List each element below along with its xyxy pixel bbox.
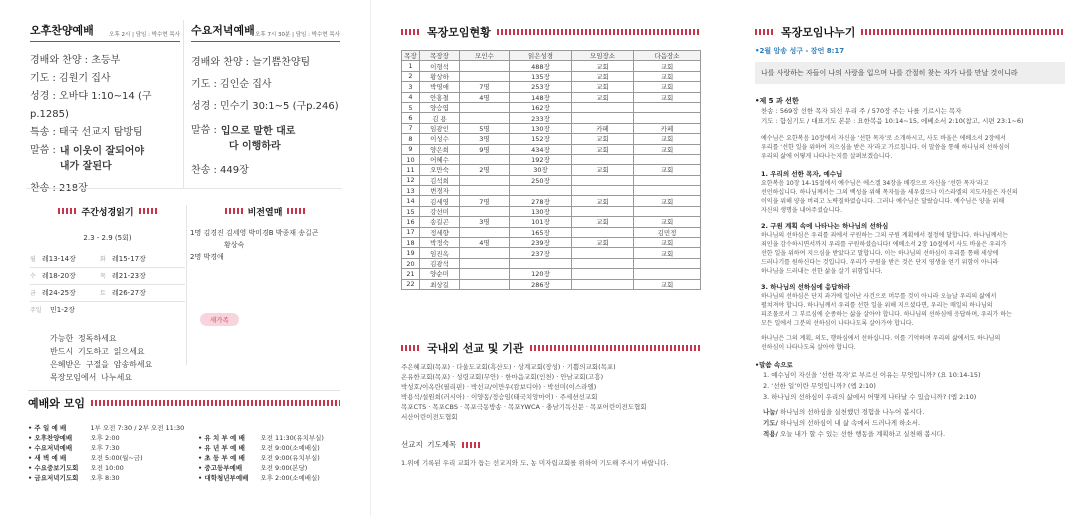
- mission-list: 주은혜교회(목포) · 다울도교회(흑산도) · 상계교회(장성) · 기쁨의교회(목포) 온유한교회(목포) · 성령교회(무안) · 한마음교회(인천) · 안남교회(고흥) 박성호/이옥란(필리핀) · 박선교/이만우(캄보디아) · 박선미(이스라엘) 박용석/설원희(러시아) · 이양동/정승임(태국치앙마이) · 주세션선교회 목포CTS · 목포CBS · 목포극동방송 · 목포YWCA · 충남기독신문 · 목포어린이전도협회 서산어린이전도협회: [401, 363, 647, 421]
- table-cell: [460, 279, 510, 289]
- panel-right: [725, 0, 1091, 516]
- worship-item: • 주 일 예 배 1부 오전 7:30 / 2부 오전 11:30: [28, 424, 185, 432]
- wednesday-line: 경배와 찬양 : 늘기쁨찬양팀: [191, 57, 311, 68]
- mission-title: 국내외 선교 및 기관: [427, 342, 524, 355]
- table-cell: 101장: [510, 217, 572, 227]
- table-cell: [572, 102, 634, 112]
- table-header: 목장: [402, 51, 420, 61]
- table-cell: 임진옥: [420, 248, 460, 258]
- table-cell: 교회: [572, 134, 634, 144]
- table-cell: 안홍철: [420, 92, 460, 102]
- afternoon-service: [30, 22, 180, 198]
- table-cell: 120장: [510, 269, 572, 279]
- table-cell: 박정숙: [420, 238, 460, 248]
- table-row: [402, 134, 701, 144]
- table-cell: [460, 258, 510, 268]
- worship-item: • 초 등 부 예 배 오전 9:00(유치부실): [198, 454, 320, 462]
- lesson-line: 기도 : 함심기도 / 대표기도 본문 : 요한복음 10:14~15, 에베소서 2:10(참고, 시편 23:1~6): [761, 117, 1024, 125]
- table-cell: 488장: [510, 61, 572, 71]
- table-cell: 1: [402, 61, 420, 71]
- table-cell: [634, 186, 701, 196]
- verse-label: •2월 암송 성구 - 잠언 8:17: [755, 47, 845, 55]
- table-cell: 교회: [634, 82, 701, 92]
- table-cell: [460, 186, 510, 196]
- worship-item: • 새 벽 예 배 오전 5:00(월~금): [28, 454, 143, 462]
- vision-title: 비전열매: [247, 208, 283, 218]
- table-cell: 434장: [510, 144, 572, 154]
- table-cell: 황상하: [420, 71, 460, 81]
- table-cell: [572, 175, 634, 185]
- table-cell: [460, 113, 510, 123]
- table-cell: [634, 175, 701, 185]
- table-cell: 2명: [460, 165, 510, 175]
- panel-left: [0, 0, 360, 516]
- wednesday-sermon: 다 이행하라: [228, 141, 281, 152]
- table-cell: 2: [402, 71, 420, 81]
- table-cell: 18: [402, 238, 420, 248]
- table-cell: 22: [402, 279, 420, 289]
- table-cell: 김석희: [420, 175, 460, 185]
- table-cell: 양승엽: [420, 102, 460, 112]
- table-cell: 16: [402, 217, 420, 227]
- worship-item: • 유 년 부 예 배 오전 9:00(소예배실): [198, 444, 320, 452]
- table-cell: 7명: [460, 196, 510, 206]
- table-row: [402, 82, 701, 92]
- table-row: [402, 269, 701, 279]
- lesson-line: 찬송 : 569장 선한 목자 되신 우리 주 / 570장 주는 나를 기르시는 목자: [761, 107, 962, 115]
- table-cell: [634, 206, 701, 216]
- table-cell: 김세영: [420, 196, 460, 206]
- worship-title: 예배와 모임: [28, 397, 85, 410]
- wednesday-sermon-label: 말씀 :: [191, 125, 217, 136]
- table-cell: 교회: [634, 196, 701, 206]
- worship-item: • 대학청년부예배 오후 2:00(소예배실): [198, 474, 320, 482]
- table-cell: [460, 61, 510, 71]
- table-cell: 233장: [510, 113, 572, 123]
- wednesday-sermon: 입으로 말한 대로: [220, 126, 296, 137]
- table-cell: 192장: [510, 154, 572, 164]
- table-row: [402, 248, 701, 258]
- wednesday-title: 수요저녁예배: [191, 24, 255, 37]
- table-cell: 7명: [460, 82, 510, 92]
- table-cell: 김 용: [420, 113, 460, 123]
- table-cell: 21: [402, 269, 420, 279]
- table-cell: 교회: [572, 196, 634, 206]
- table-cell: 253장: [510, 82, 572, 92]
- table-cell: [460, 269, 510, 279]
- table-cell: [572, 279, 634, 289]
- table-cell: [460, 227, 510, 237]
- table-cell: 9명: [460, 144, 510, 154]
- table-cell: [634, 258, 701, 268]
- section-body: 하나님의 선하심은 우리를 죄에서 구원하는 그의 구원 계획에서 절정에 달합니다. 하나님께서는 죄인을 감수하시면서까지 우리를 구원하셨습니다! 에베소서 2장 10절에서 사도 바울은 우리가 선한 일을 위하여 지으심을 받았다고 말합니다. 이는 하나님의 선하심이 우리를 통해 세상에 드러나기를 원하신다는 것입니다. 우리가 구원을 받은 것은 단지 영생을 얻기 위함이 아니라 하나님을 드러내는 선한 삶을 살기 위함입니다.: [761, 232, 1009, 275]
- worship-meetings: [28, 390, 340, 483]
- table-cell: 11: [402, 165, 420, 175]
- table-row: [402, 113, 701, 123]
- table-cell: [634, 269, 701, 279]
- table-cell: [634, 154, 701, 164]
- reading-guide: 가능한 정독하세요 반드시 기도하고 읽으세요 은혜받은 구절을 암송하세요 목장모임에서 나누세요: [50, 334, 153, 382]
- wednesday-hymn: 찬송 : 449장: [191, 165, 249, 176]
- table-cell: 12: [402, 175, 420, 185]
- questions-list: 1. 예수님이 자신을 ‘선한 목자’로 부르신 이유는 무엇입니까? (요 10:14-15) 2. ‘선한 일’이란 무엇입니까? (엡 2:10) 3. 하나님의 선하심이 우리의 삶에서 어떻게 나타날 수 있습니까? (엡 2:10): [763, 371, 981, 401]
- table-cell: 250장: [510, 175, 572, 185]
- afternoon-sermon: 내가 잘된다: [59, 161, 112, 172]
- cell-status-table: [401, 50, 701, 290]
- table-cell: 130장: [510, 123, 572, 133]
- table-cell: [572, 227, 634, 237]
- table-cell: 4명: [460, 92, 510, 102]
- table-cell: 30장: [510, 165, 572, 175]
- table-cell: [572, 113, 634, 123]
- table-header: 읽은성경: [510, 51, 572, 61]
- table-header: 목장장: [420, 51, 460, 61]
- table-cell: 교회: [634, 279, 701, 289]
- table-cell: 최상길: [420, 279, 460, 289]
- table-cell: 10: [402, 154, 420, 164]
- table-cell: 정세향: [420, 227, 460, 237]
- section-title: 1. 우리의 선한 목자, 예수님: [761, 170, 843, 178]
- table-cell: 3: [402, 82, 420, 92]
- reading-row: 수 레18-20장 목 레21-23장: [30, 268, 185, 285]
- table-cell: [572, 154, 634, 164]
- worship-item: • 수요중보기도회 오전 10:00: [28, 464, 124, 472]
- table-cell: 송길곤: [420, 217, 460, 227]
- afternoon-title: 오후찬양예배: [30, 24, 94, 37]
- table-header: 모임장소: [572, 51, 634, 61]
- table-row: [402, 144, 701, 154]
- panel-middle: [370, 0, 720, 516]
- table-cell: 17: [402, 227, 420, 237]
- table-header: 다음장소: [634, 51, 701, 61]
- vision-line: 황상숙: [224, 241, 245, 249]
- table-cell: 카페: [634, 123, 701, 133]
- reading-range: 2.3 - 2.9 (5회): [83, 234, 132, 242]
- table-cell: 교회: [572, 92, 634, 102]
- table-row: [402, 92, 701, 102]
- table-cell: 3명: [460, 134, 510, 144]
- afternoon-hymn: [30, 180, 180, 198]
- table-cell: [460, 175, 510, 185]
- worship-item: • 유 치 부 예 배 오전 11:30(유치부실): [198, 434, 324, 442]
- table-cell: 19: [402, 248, 420, 258]
- table-cell: 박영애: [420, 82, 460, 92]
- afternoon-line: 경배와 찬양 : 초등부: [30, 55, 121, 66]
- wednesday-line: 성경 : 민수기 30:1~5 (구p.246): [191, 101, 339, 112]
- worship-item: • 오후찬양예배 오후 2:00: [28, 434, 120, 442]
- wednesday-service: [185, 22, 340, 180]
- table-cell: 김민정: [634, 227, 701, 237]
- prayer-text: 1.위에 기록된 우리 교회가 돕는 선교지와 도, 농 미자립교회를 위하여 기도해 주시기 바랍니다.: [401, 459, 669, 467]
- table-cell: [572, 248, 634, 258]
- questions-title: •말씀 속으로: [755, 361, 793, 369]
- table-cell: 강선미: [420, 206, 460, 216]
- table-cell: 152장: [510, 134, 572, 144]
- table-cell: 8: [402, 134, 420, 144]
- afternoon-sermon-label: 말씀 :: [30, 145, 56, 156]
- worship-item: • 금요저녁기도회 오후 8:30: [28, 474, 120, 482]
- reading-row: 월 레13-14장 화 레15-17장: [30, 251, 185, 268]
- vision-fruit: [190, 200, 340, 326]
- memory-verse: 나를 사랑하는 자들이 나의 사랑을 입으며 나를 간절히 찾는 자가 나를 만날 것이니라: [755, 62, 1065, 84]
- table-row: [402, 217, 701, 227]
- table-row: [402, 165, 701, 175]
- afternoon-line: 성경 : 오바댜 1:10~14 (구p.1285): [30, 91, 152, 120]
- table-cell: 교회: [572, 238, 634, 248]
- table-cell: [572, 258, 634, 268]
- lesson-intro: 예수님은 요한복음 10장에서 자신을 ‘선한 목자’로 소개하시고, 사도 바울은 에베소서 2장에서 우리를 ‘선한 일을 위하여 지으심을 받은 자’라고 가르칩니다. 이 말씀을 통해 하나님의 선하심이 우리의 삶에 어떻게 나타나는지를 살펴보겠습니다.: [761, 135, 1010, 160]
- table-row: [402, 258, 701, 268]
- table-cell: 278장: [510, 196, 572, 206]
- table-row: [402, 279, 701, 289]
- table-cell: [460, 102, 510, 112]
- section-body: 요한복음 10장 14-15절에서 예수님은 에스겔 34장을 배경으로 자신을 ‘선한 목자’라고 선언하십니다. 하나님께서는 그의 백성을 위해 목자들을 세우셨으나 이스라엘의 지도자들은 자신의 이익을 위해 양을 버리고 노략질하였습니다. 그러나 예수님은 달랐습니다. 예수님은 양을 위해 자신의 생명을 내어주셨습니다.: [761, 180, 1018, 214]
- table-cell: [510, 186, 572, 196]
- prayer-title: 선교지 기도제목: [401, 440, 457, 449]
- table-cell: 9: [402, 144, 420, 154]
- table-cell: 교회: [572, 71, 634, 81]
- table-cell: [572, 269, 634, 279]
- bible-reading: [30, 200, 185, 384]
- table-cell: [572, 206, 634, 216]
- new-family-badge: 새가족: [200, 313, 239, 326]
- table-cell: 양은희: [420, 144, 460, 154]
- section-title: 3. 하나님의 선하심에 응답하라: [761, 283, 851, 291]
- table-cell: 4명: [460, 238, 510, 248]
- table-row: [402, 175, 701, 185]
- table-row: [402, 123, 701, 133]
- table-row: [402, 196, 701, 206]
- table-cell: 135장: [510, 71, 572, 81]
- wednesday-line: 기도 : 김인순 집사: [191, 79, 272, 90]
- table-cell: 15: [402, 206, 420, 216]
- table-cell: [572, 186, 634, 196]
- table-cell: 148장: [510, 92, 572, 102]
- table-row: [402, 186, 701, 196]
- table-row: [402, 206, 701, 216]
- table-row: [402, 154, 701, 164]
- table-cell: 6: [402, 113, 420, 123]
- table-cell: 카페: [572, 123, 634, 133]
- table-row: [402, 238, 701, 248]
- section-body: 하나님의 선하심은 단지 과거에 일어난 사건으로 머무를 것이 아니라 오늘날 우리의 삶에서 펼쳐져야 합니다. 하나님께서 우리를 선한 일을 위해 지으셨다면, 우리는 매일의 하나님의 피조물로서 그 부르심에 순종하는 삶을 살아야 합니다. 하나님의 선하심에 응답하며, 우리가 하는 모든 일에서 그분의 선하심이 나타나도록 살아가야 합니다.: [761, 293, 1012, 327]
- vision-line: 1명 김경진 김세영 박미경B 박종재 송길곤: [190, 229, 319, 237]
- table-cell: 4: [402, 92, 420, 102]
- table-row: [402, 71, 701, 81]
- table-cell: 김광석: [420, 258, 460, 268]
- vision-line: 2명 박경애: [190, 253, 224, 261]
- table-row: [402, 102, 701, 112]
- table-cell: 130장: [510, 206, 572, 216]
- table-cell: 교회: [634, 248, 701, 258]
- table-cell: 교회: [572, 82, 634, 92]
- afternoon-meta: 오후 2시 | 담임 : 박수현 목사: [109, 32, 180, 38]
- table-cell: 239장: [510, 238, 572, 248]
- table-cell: [510, 258, 572, 268]
- table-cell: 교회: [572, 61, 634, 71]
- afternoon-sermon: 내 이웃이 잘되어야: [59, 146, 145, 157]
- table-cell: 오만숙: [420, 165, 460, 175]
- worship-item: • 수요저녁예배 오후 7:30: [28, 444, 120, 452]
- table-cell: 임광인: [420, 123, 460, 133]
- closing-text: 하나님은 그의 계획, 의도, 행하심에서 선하십니다. 이를 기억하며 우리의 삶에서도 하나님의 선하심이 나타나도록 살아야 합니다.: [761, 335, 1001, 351]
- table-cell: 7: [402, 123, 420, 133]
- table-row: [402, 61, 701, 71]
- table-cell: 어혜수: [420, 154, 460, 164]
- table-cell: 교회: [634, 92, 701, 102]
- afternoon-line: 기도 : 김원기 집사: [30, 73, 111, 84]
- table-cell: 교회: [572, 144, 634, 154]
- table-cell: 5: [402, 102, 420, 112]
- table-cell: 교회: [634, 217, 701, 227]
- table-cell: [634, 102, 701, 112]
- table-cell: 변경자: [420, 186, 460, 196]
- cell-status-title: 목장모임현황: [427, 26, 491, 39]
- apply-list: 나눔/ 하나님의 선하심을 실천했던 경험을 나누어 봅시다. 기도/ 하나님의 선하심이 내 삶 속에서 드러나게 하소서. 적용/ 오늘 내가 할 수 있는 선한 행동을 계획하고 실천해 봅시다.: [763, 408, 946, 438]
- table-cell: 3명: [460, 217, 510, 227]
- table-cell: 13: [402, 186, 420, 196]
- table-cell: [460, 154, 510, 164]
- table-cell: 교회: [634, 61, 701, 71]
- table-cell: [460, 71, 510, 81]
- reading-row: 주일 민1-2장: [30, 306, 75, 314]
- table-cell: 이성수: [420, 134, 460, 144]
- afternoon-line: 특송 : 태국 선교지 탐방팀: [30, 127, 143, 138]
- table-cell: 165장: [510, 227, 572, 237]
- table-cell: 14: [402, 196, 420, 206]
- table-cell: 20: [402, 258, 420, 268]
- lesson-title: •제 5 과 선한: [755, 97, 799, 105]
- reading-row: 금 레24-25장 토 레26-27장: [30, 285, 185, 302]
- table-cell: [634, 113, 701, 123]
- table-header: 모인수: [460, 51, 510, 61]
- worship-item: • 중고등부예배 오전 9:00(본당): [198, 464, 308, 472]
- table-cell: 교회: [634, 144, 701, 154]
- table-cell: 237장: [510, 248, 572, 258]
- reading-title: 주간성경읽기: [81, 208, 134, 218]
- table-cell: 이형석: [420, 61, 460, 71]
- table-cell: 교회: [634, 238, 701, 248]
- table-cell: 교회: [572, 165, 634, 175]
- table-cell: 교회: [634, 165, 701, 175]
- table-cell: 교회: [634, 71, 701, 81]
- table-cell: 5명: [460, 123, 510, 133]
- table-cell: 양순미: [420, 269, 460, 279]
- table-cell: 교회: [634, 134, 701, 144]
- sharing-title: 목장모임나누기: [781, 26, 856, 39]
- table-cell: 286장: [510, 279, 572, 289]
- table-row: [402, 227, 701, 237]
- section-title: 2. 구원 계획 속에 나타나는 하나님의 선하심: [761, 222, 889, 230]
- wednesday-meta: 오후 7시 30분 | 담임 : 박수현 목사: [255, 32, 340, 38]
- table-cell: [460, 248, 510, 258]
- table-cell: [460, 206, 510, 216]
- table-cell: 교회: [572, 217, 634, 227]
- table-cell: 162장: [510, 102, 572, 112]
